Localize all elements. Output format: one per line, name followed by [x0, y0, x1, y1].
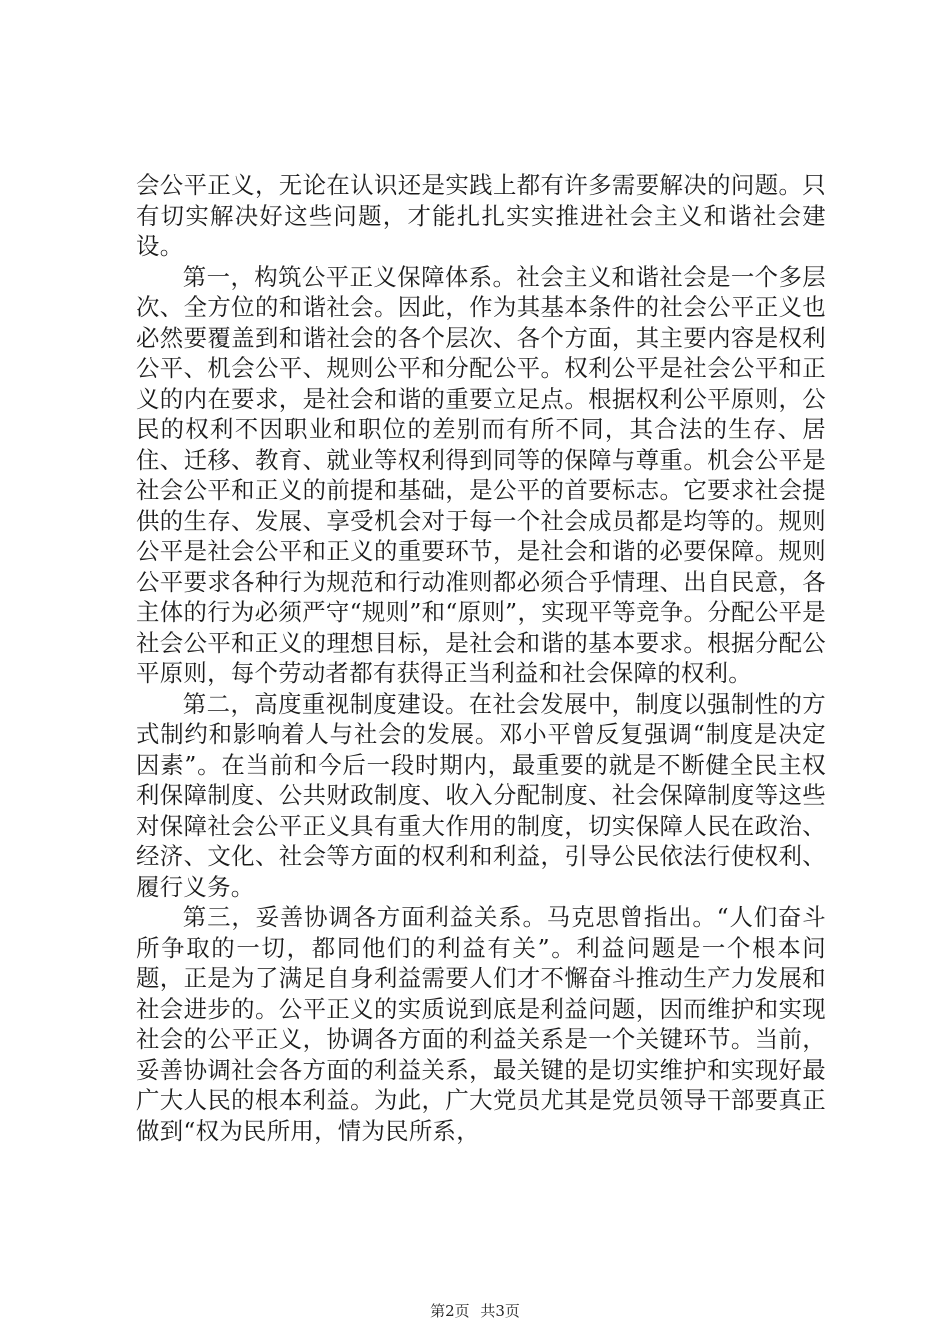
page-total: 共3页	[480, 1302, 520, 1320]
paragraph-continuation: 会公平正义，无论在认识还是实践上都有许多需要解决的问题。只有切实解决好这些问题，才能扎扎实实推进社会主义和谐社会建设。	[136, 171, 826, 260]
document-body	[136, 170, 826, 1146]
page-number: 第2页	[430, 1302, 470, 1320]
paragraph-third-point: 第三，妥善协调各方面利益关系。马克思曾指出。“人们奋斗所争取的一切，都同他们的利益有关”。利益问题是一个根本问题，正是为了满足自身利益需要人们才不懈奋斗推动生产力发展和社会进步的。公平正义的实质说到底是利益问题，因而维护和实现社会的公平正义，协调各方面的利益关系是一个关键环节。当前，妥善协调社会各方面的利益关系，最关键的是切实维护和实现好最广大人民的根本利益。为此，广大党员尤其是党员领导干部要真正做到“权为民所用，情为民所系，	[136, 903, 826, 1145]
page-footer	[0, 1300, 950, 1321]
paragraph-first-point: 第一，构筑公平正义保障体系。社会主义和谐社会是一个多层次、全方位的和谐社会。因此，作为其基本条件的社会公平正义也必然要覆盖到和谐社会的各个层次、各个方面，其主要内容是权利公平、机会公平、规则公平和分配公平。权利公平是社会公平和正义的内在要求，是社会和谐的重要立足点。根据权利公平原则，公民的权利不因职业和职位的差别而有所不同，其合法的生存、居住、迁移、教育、就业等权利得到同等的保障与尊重。机会公平是社会公平和正义的前提和基础，是公平的首要标志。它要求社会提供的生存、发展、享受机会对于每一个社会成员都是均等的。规则公平是社会公平和正义的重要环节，是社会和谐的必要保障。规则公平要求各种行为规范和行动准则都必须合乎情理、出自民意，各主体的行为必须严守“规则”和“原则”，实现平等竞争。分配公平是社会公平和正义的理想目标，是社会和谐的基本要求。根据分配公平原则，每个劳动者都有获得正当利益和社会保障的权利。	[136, 262, 826, 687]
paragraph-second-point: 第二，高度重视制度建设。在社会发展中，制度以强制性的方式制约和影响着人与社会的发展。邓小平曾反复强调“制度是决定因素”。在当前和今后一段时期内，最重要的就是不断健全民主权利保障制度、公共财政制度、收入分配制度、社会保障制度等这些对保障社会公平正义具有重大作用的制度，切实保障人民在政治、经济、文化、社会等方面的权利和利益，引导公民依法行使权利、履行义务。	[136, 689, 826, 901]
